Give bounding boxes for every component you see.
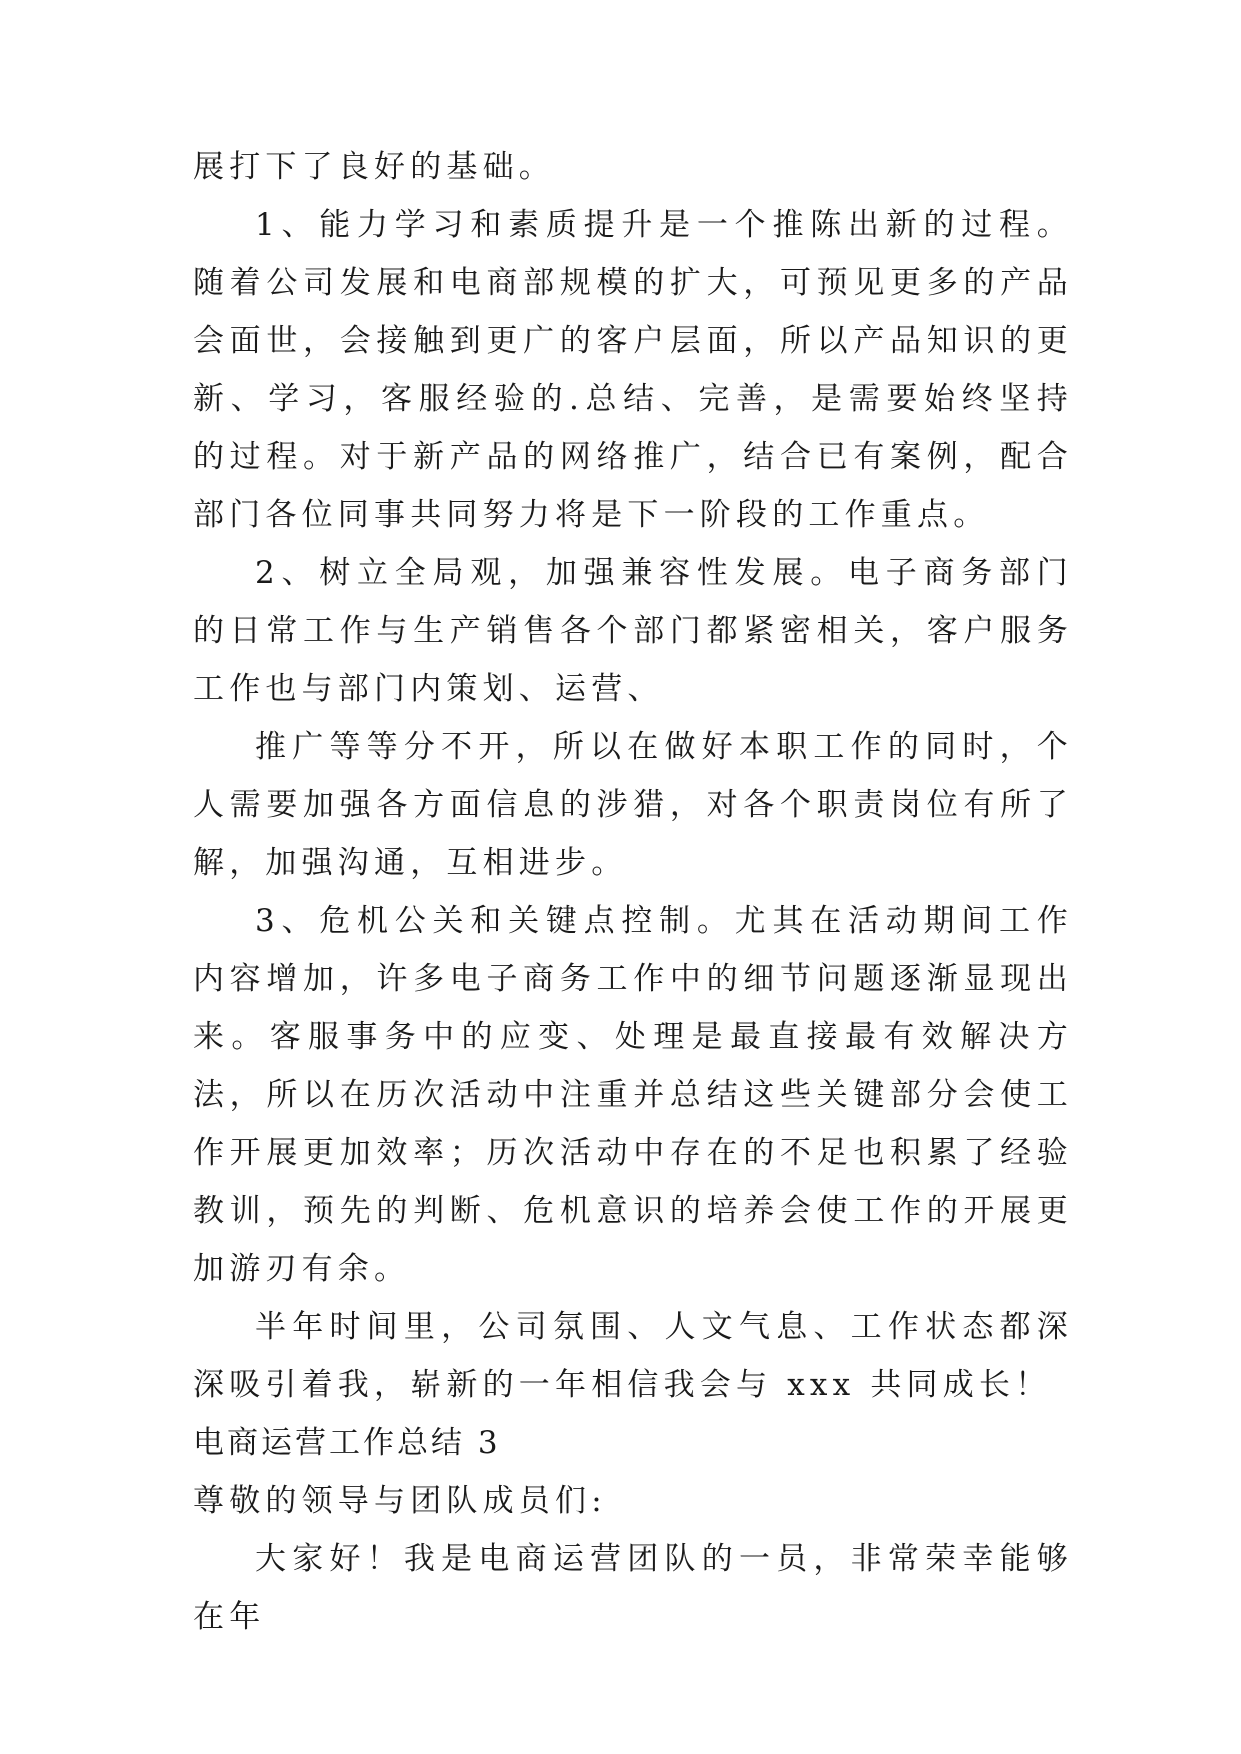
document-body bbox=[193, 138, 1073, 1646]
paragraph: 3、危机公关和关键点控制。尤其在活动期间工作内容增加，许多电子商务工作中的细节问题逐渐显现出来。客服事务中的应变、处理是最直接最有效解决方法，所以在历次活动中注重并总结这些关键部分会使工作开展更加效率；历次活动中存在的不足也积累了经验教训，预先的判断、危机意识的培养会使工作的开展更加游刃有余。 bbox=[193, 903, 1073, 1287]
paragraph: 半年时间里，公司氛围、人文气息、工作状态都深深吸引着我，崭新的一年相信我会与 xxx 共同成长！ bbox=[193, 1309, 1073, 1403]
paragraph: 2、树立全局观，加强兼容性发展。电子商务部门的日常工作与生产销售各个部门都紧密相关，客户服务工作也与部门内策划、运营、 bbox=[193, 555, 1073, 707]
paragraph: 展打下了良好的基础。 bbox=[193, 149, 555, 185]
paragraph: 1、能力学习和素质提升是一个推陈出新的过程。随着公司发展和电商部规模的扩大，可预见更多的产品会面世，会接触到更广的客户层面，所以产品知识的更新、学习，客服经验的.总结、完善，是需要始终坚持的过程。对于新产品的网络推广，结合已有案例，配合部门各位同事共同努力将是下一阶段的工作重点。 bbox=[193, 207, 1073, 533]
section-title: 电商运营工作总结 3 bbox=[193, 1425, 501, 1461]
paragraph: 推广等等分不开，所以在做好本职工作的同时，个人需要加强各方面信息的涉猎，对各个职责岗位有所了解，加强沟通，互相进步。 bbox=[193, 729, 1073, 881]
salutation: 尊敬的领导与团队成员们: bbox=[193, 1483, 607, 1519]
opening-paragraph: 大家好！我是电商运营团队的一员，非常荣幸能够在年 bbox=[193, 1541, 1073, 1635]
